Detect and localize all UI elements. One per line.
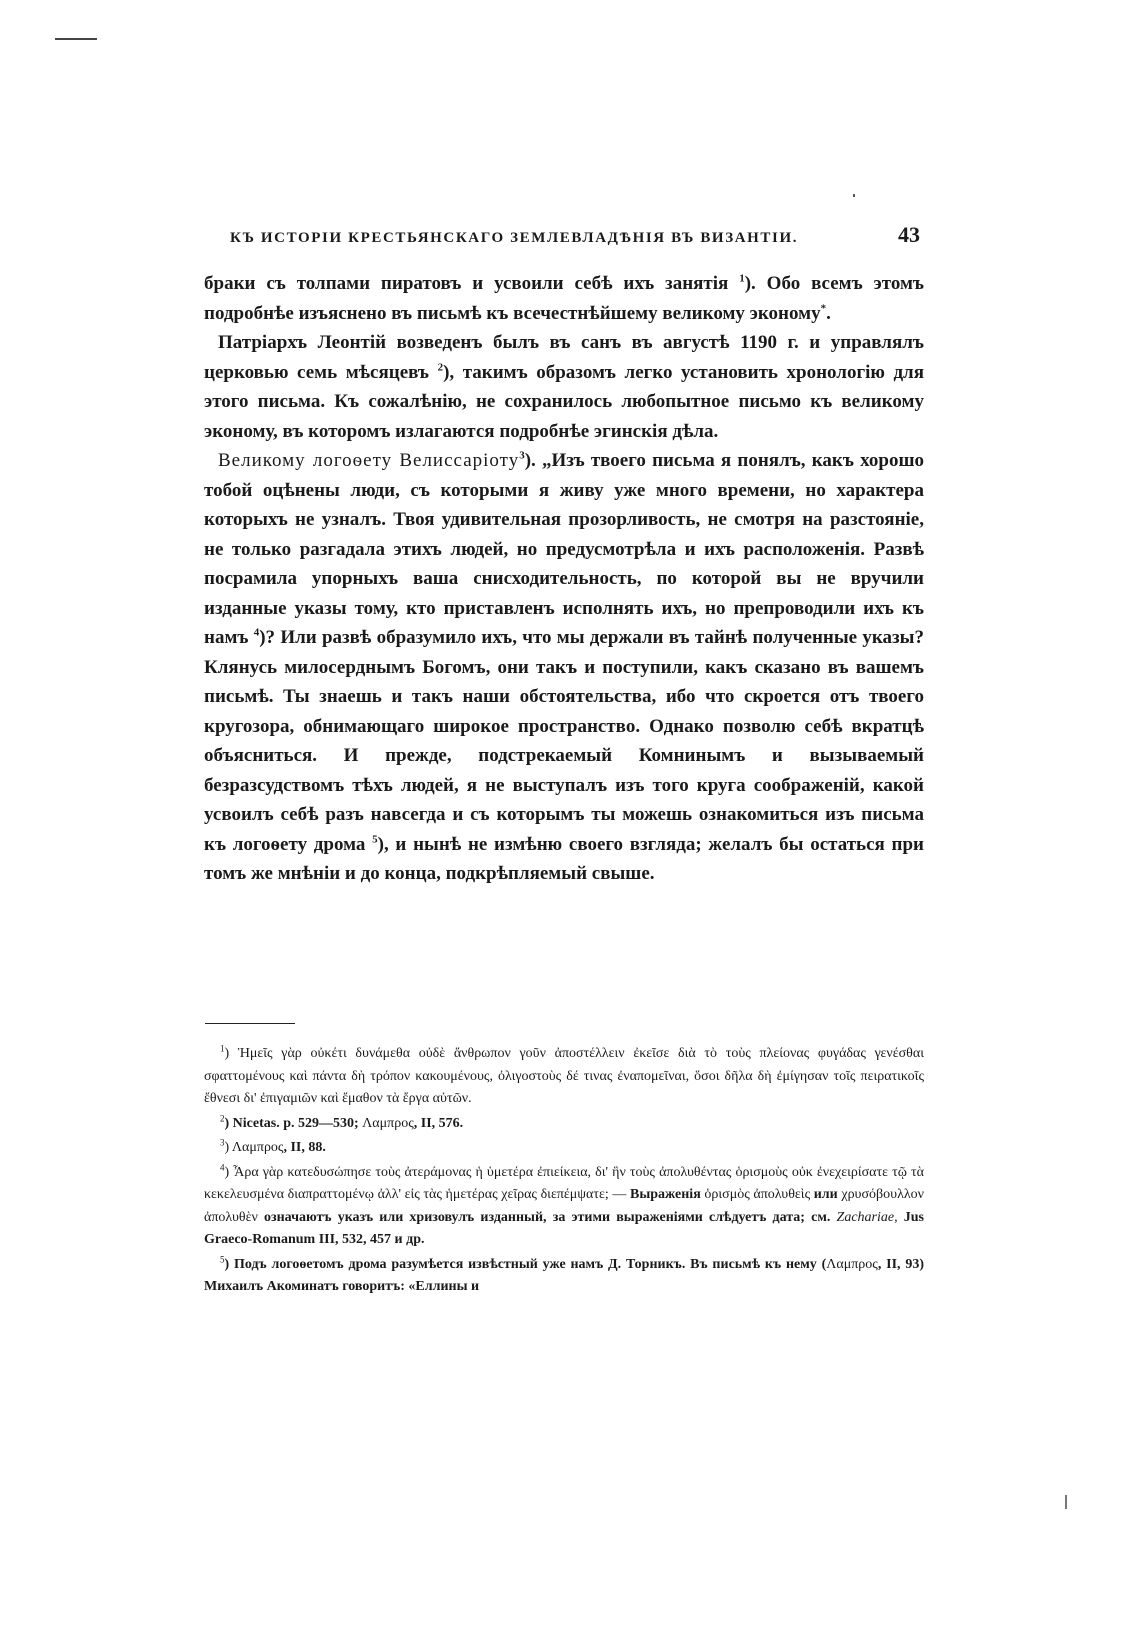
page-header <box>230 222 920 248</box>
paragraph-2: Патріархъ Леонтій возведенъ былъ въ санъ въ августѣ 1190 г. и управлялъ церковью семь мѣсяцевъ $^2$), такимъ образомъ легко установить хронологію для этого письма. Къ сожалѣнію, не сохранилось любопытное письмо къ великому эконому, въ которомъ излагаются подробнѣе эгинскія дѣла. <box>204 332 924 442</box>
footnote-3: $^3$) Λαμπρος, II, 88. <box>220 1137 326 1155</box>
page-number: 43 <box>898 222 920 247</box>
footnote-ref: 5 <box>372 833 378 846</box>
footnote-1: $^1$) Ἡμεῖς γὰρ οὐκέτι δυνάμεθα οὐδὲ ἄνθρωπον γοῦν ἀποστέλλειν ἐκεῖσε διὰ τὸ τοὺς πλείονας φυγάδας γενέσθαι σφαττομένους καὶ πάντα δὴ τρόπον κακουμένους, ὀλιγοστοὺς δέ τινας ἐναπομεῖναι, ὅσοι δῆλα δὴ ἐμίγησαν τοῖς πειρατικοῖς ἔθνεσι δι' ἐπιγαμιῶν καὶ ἔμαθον τὰ ἔργα αὐτῶν. <box>204 1043 924 1106</box>
footnote-5: $^5$) Подъ логоѳетомъ дрома разумѣется извѣстный уже намъ Д. Торникъ. Въ письмѣ къ нему (Λαμπρος, II, 93) Михаилъ Акоминатъ говоритъ: «Еллины и <box>204 1253 924 1294</box>
footnote-ref: * <box>820 302 827 315</box>
body-text <box>204 269 924 889</box>
footnote-ref: 3 <box>519 449 525 462</box>
scan-mark-bottom-right <box>1065 1495 1067 1509</box>
footnote-2: $^2$) Nicetas. p. 529—530; Λαμπρος, II, 576. <box>220 1112 464 1131</box>
footnote-ref: 2 <box>437 361 444 374</box>
footnote-ref: 4 <box>253 626 260 639</box>
footnote-4: $^4$) Ἆρα γὰρ κατεδυσώπησε τοὺς ἀτεράμονας ἡ ὑμετέρα ἐπιείκεια, δι' ἣν τοὺς ἀπολυθέντας ὁρισμοὺς οὐκ ἐνεχειρίσατε τῷ τὰ κεκελευσμένα διαπραττομένῳ ἀλλ' εἰς τὰς ἡμετέρας χεῖρας διεπέμψατε; — Выраженія ὁρισμὸς ἀπολυθεὶς или χρυσόβουλλον ἀπολυθὲν означаютъ указъ или хризовулъ изданный, за этими выраженіями слѣдуетъ дата; см. Zachariae, Jus Graeco-Romanum III, 532, 457 и др. <box>204 1161 924 1247</box>
paragraph-3: Великому логоѳету Велиссаріоту$^3$). „Изъ твоего письма я понялъ, какъ хорошо тобой оцѣнены люди, съ которыми я живу уже много времени, но характера которыхъ не узналъ. Твоя удивительная прозорливость, не смотря на разстояніе, не только разгадала этихъ людей, но предусмотрѣла и ихъ расположенія. Развѣ посрамила упорныхъ ваша снисходительность, по которой вы не вручили изданные указы тому, кто приставленъ исполнять ихъ, но препроводили ихъ къ намъ $^4$)? Или развѣ образумило ихъ, что мы держали въ тайнѣ полученные указы? Клянусь милосерднымъ Богомъ, они такъ и поступили, какъ сказано въ вашемъ письмѣ. Ты знаешь и такъ наши обстоятельства, ибо что скроется отъ твоего кругозора, обнимающаго широкое пространство. Однако позволю себѣ вкратцѣ объясниться. И прежде, подстрекаемый Комнинымъ и вызываемый безразсудствомъ тѣхъ людей, я не выступалъ изъ того круга соображеній, какой усвоилъ себѣ разъ навсегда и съ которымъ ты можешь ознакомиться изъ письма къ логоѳету дрома $^5$), и нынѣ не измѣню своего взгляда; желалъ бы остаться при томъ же мнѣніи и до конца, подкрѣпляемый свыше. <box>204 449 925 884</box>
running-title: КЪ ИСТОРІИ КРЕСТЬЯНСКАГО ЗЕМЛЕВЛАДѢНІЯ ВЪ ВИЗАНТІИ. <box>230 230 799 246</box>
footnotes <box>204 1043 924 1301</box>
letter-addressee: Великому логоѳету Велиссаріоту <box>218 450 520 471</box>
paragraph-1: браки съ толпами пиратовъ и усвоили себѣ ихъ занятія $^1$). Обо всемъ этомъ подробнѣе изъяснено въ письмѣ къ всечестнѣйшему великому эконому*. <box>204 272 925 324</box>
footnote-ref: 1 <box>739 272 745 285</box>
footnote-separator <box>205 1023 295 1024</box>
scan-dot <box>853 194 855 197</box>
scan-mark-top-left <box>55 38 97 40</box>
